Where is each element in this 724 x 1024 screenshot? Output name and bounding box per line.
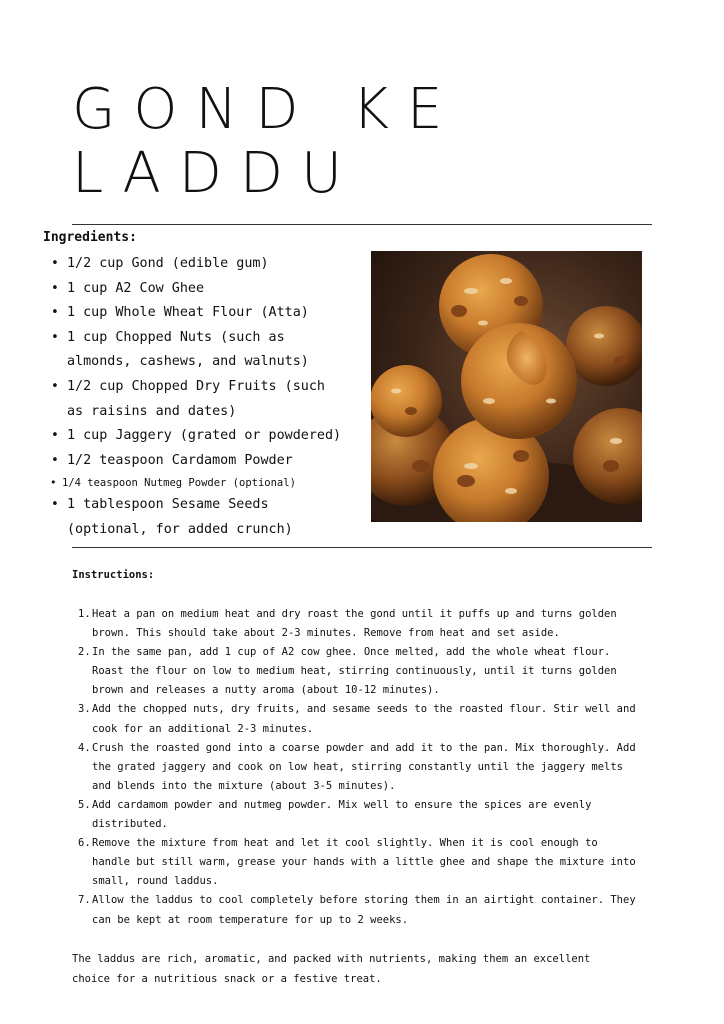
instructions-heading: Instructions: xyxy=(72,569,155,581)
title-line-2: LADDU xyxy=(72,141,361,206)
instruction-step xyxy=(78,643,638,700)
ingredient-item: • 1/2 cup Gond (edible gum) xyxy=(48,252,348,277)
step-number: 3. xyxy=(78,703,91,716)
step-text: Crush the roasted gond into a coarse powder and add it to the pan. Mix thoroughly. Add the grated jaggery and cook on low heat, stirring constantly until the jaggery melts and blends into the mixture (about 3-5 minutes). xyxy=(92,741,636,792)
page-title xyxy=(72,78,632,206)
ingredient-item: • 1/2 cup Chopped Dry Fruits (such as raisins and dates) xyxy=(48,375,348,424)
divider-middle xyxy=(72,547,652,548)
ingredient-item: • 1 cup Whole Wheat Flour (Atta) xyxy=(48,301,348,326)
title-line-1: GOND KE xyxy=(72,77,461,142)
step-text: Heat a pan on medium heat and dry roast the gond until it puffs up and turns golden brown. This should take about 2-3 minutes. Remove from heat and set aside. xyxy=(92,608,617,640)
ingredient-item: • 1 cup Jaggery (grated or powdered) xyxy=(48,424,348,449)
instruction-step xyxy=(78,700,638,738)
step-number: 2. xyxy=(78,646,91,659)
ingredient-item: • 1/2 teaspoon Cardamom Powder xyxy=(48,449,348,474)
ingredient-item: • 1 tablespoon Sesame Seeds (optional, for added crunch) xyxy=(48,493,348,542)
step-text: Add the chopped nuts, dry fruits, and sesame seeds to the roasted flour. Stir well and cook for an additional 2-3 minutes. xyxy=(92,703,636,735)
ingredient-item: • 1 cup A2 Cow Ghee xyxy=(48,277,348,302)
laddu-photo-icon xyxy=(371,251,642,522)
ingredient-item: • 1 cup Chopped Nuts (such as almonds, cashews, and walnuts) xyxy=(48,326,348,375)
instructions-list xyxy=(78,605,638,930)
instruction-step xyxy=(78,834,638,891)
step-text: Add cardamom powder and nutmeg powder. Mix well to ensure the spices are evenly distributed. xyxy=(92,798,592,831)
divider-top xyxy=(72,224,652,225)
ingredients-list xyxy=(48,252,348,543)
step-text: Allow the laddus to cool completely before storing them in an airtight container. They can be kept at room temperature for up to 2 weeks. xyxy=(92,894,636,926)
step-number: 7. xyxy=(78,894,91,907)
step-number: 5. xyxy=(78,798,91,811)
instruction-step xyxy=(78,605,638,643)
step-number: 6. xyxy=(78,837,91,850)
step-text: Remove the mixture from heat and let it cool slightly. When it is cool enough to handle but still warm, grease your hands with a little ghee and shape the mixture into small, round laddus. xyxy=(92,837,636,888)
ingredients-heading: Ingredients: xyxy=(43,230,137,245)
step-text: In the same pan, add 1 cup of A2 cow ghee. Once melted, add the whole wheat flour. Roast the flour on low to medium heat, stirring continuously, until it turns golden brown and releases a nutty aroma (about 10-12 minutes). xyxy=(92,646,617,697)
closing-paragraph: The laddus are rich, aromatic, and packed with nutrients, making them an excellent choice for a nutritious snack or a festive treat. xyxy=(72,953,591,985)
step-number: 1. xyxy=(78,608,91,620)
step-number: 4. xyxy=(78,741,91,754)
instruction-step xyxy=(78,796,638,834)
ingredient-item: • 1/4 teaspoon Nutmeg Powder (optional) xyxy=(48,473,348,493)
gond-ke-laddu-photo xyxy=(371,251,642,522)
instruction-step xyxy=(78,739,638,796)
instruction-step xyxy=(78,891,638,929)
